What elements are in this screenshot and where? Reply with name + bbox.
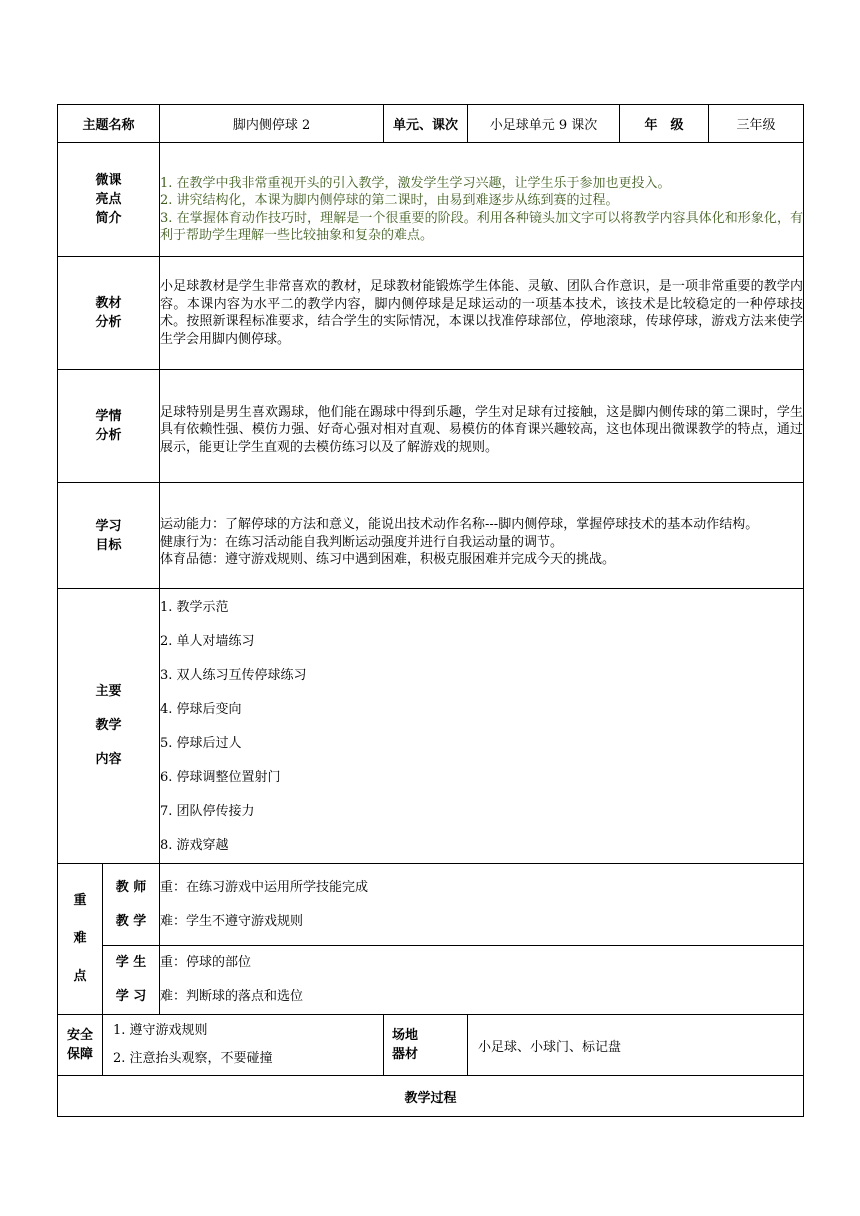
students-row [58, 370, 804, 483]
list-item: 5. 停球后过人 [160, 736, 242, 751]
highlight-line: 1. 在教学中我非常重视开头的引入教学，激发学生学习兴趣，让学生乐于参加也更投入。 [160, 175, 671, 191]
student-points: 重：停球的部位 难：判断球的落点和选位 [160, 946, 804, 1015]
key-points-label: 重 难 点 [58, 864, 103, 1015]
list-item: 1. 教学示范 [160, 600, 229, 615]
goal-line: 体育品德：遵守游戏规则、练习中遇到困难，积极克服困难并完成今天的挑战。 [160, 552, 616, 568]
highlights-text [160, 143, 804, 257]
process-row [58, 1076, 804, 1117]
list-item: 6. 停球调整位置射门 [160, 770, 281, 785]
highlights-label: 微课 亮点 简介 [58, 143, 160, 257]
process-title: 教学过程 [58, 1076, 804, 1117]
list-item: 8. 游戏穿越 [160, 838, 229, 853]
grade-label: 年 级 [620, 105, 709, 143]
goals-row [58, 483, 804, 589]
highlights-row [58, 143, 804, 257]
goal-line: 健康行为：在练习活动能自我判断运动强度并进行自我运动量的调节。 [160, 534, 564, 550]
header-row [58, 105, 804, 143]
goals-label: 学习 目标 [58, 483, 160, 589]
teacher-label: 教 师 教 学 [103, 864, 160, 946]
goals-text [160, 483, 804, 589]
highlight-line: 3. 在掌握体育动作技巧时，理解是一个很重要的阶段。利用各种镜头加文字可以将教学内容具体化和形象化，有利于帮助学生理解一些比较抽象和复杂的难点。 [160, 210, 804, 243]
venue-label: 场地 器材 [384, 1015, 468, 1076]
venue-value: 小足球、小球门、标记盘 [468, 1015, 804, 1076]
highlight-line: 2. 讲究结构化，本课为脚内侧停球的第二课时，由易到难逐步从练到赛的过程。 [160, 193, 619, 208]
key-student-row [58, 946, 804, 1015]
lesson-plan-table [57, 104, 804, 1117]
topic-label: 主题名称 [58, 105, 160, 143]
list-item: 3. 双人练习互传停球练习 [160, 668, 307, 683]
content-row [58, 589, 804, 864]
content-list [160, 589, 804, 864]
unit-value: 小足球单元 9 课次 [468, 105, 620, 143]
topic-value: 脚内侧停球 2 [160, 105, 384, 143]
material-text: 小足球教材是学生非常喜欢的教材，足球教材能锻炼学生体能、灵敏、团队合作意识，是一项非常重要的教学内容。本课内容为水平二的教学内容，脚内侧停球是足球运动的一项基本技术，该技术是比较稳定的一种停球技术。按照新课程标准要求，结合学生的实际情况，本课以找准停球部位，停地滚球，传球停球，游戏方法来使学生学会用脚内侧停球。 [160, 257, 804, 370]
safety-list: 1. 遵守游戏规则 2. 注意抬头观察，不要碰撞 [103, 1015, 384, 1076]
grade-value: 三年级 [709, 105, 804, 143]
safety-row [58, 1015, 804, 1076]
key-teacher-row [58, 864, 804, 946]
material-label: 教材 分析 [58, 257, 160, 370]
goal-line: 运动能力：了解停球的方法和意义，能说出技术动作名称---脚内侧停球，掌握停球技术的基本动作结构。 [160, 517, 759, 533]
students-label: 学情 分析 [58, 370, 160, 483]
content-label: 主要 教学 内容 [58, 589, 160, 864]
student-label: 学 生 学 习 [103, 946, 160, 1015]
unit-label: 单元、课次 [384, 105, 468, 143]
students-text: 足球特别是男生喜欢踢球，他们能在踢球中得到乐趣，学生对足球有过接触，这是脚内侧传球的第二课时，学生具有依赖性强、模仿力强、好奇心强对相对直观、易模仿的体育课兴趣较高，这也体现出微课教学的特点，通过展示，能更让学生直观的去模仿练习以及了解游戏的规则。 [160, 370, 804, 483]
list-item: 4. 停球后变向 [160, 702, 242, 717]
safety-label: 安全 保障 [58, 1015, 103, 1076]
list-item: 2. 单人对墙练习 [160, 634, 255, 649]
material-row [58, 257, 804, 370]
teacher-points: 重：在练习游戏中运用所学技能完成 难：学生不遵守游戏规则 [160, 864, 804, 946]
list-item: 7. 团队停传接力 [160, 804, 255, 819]
